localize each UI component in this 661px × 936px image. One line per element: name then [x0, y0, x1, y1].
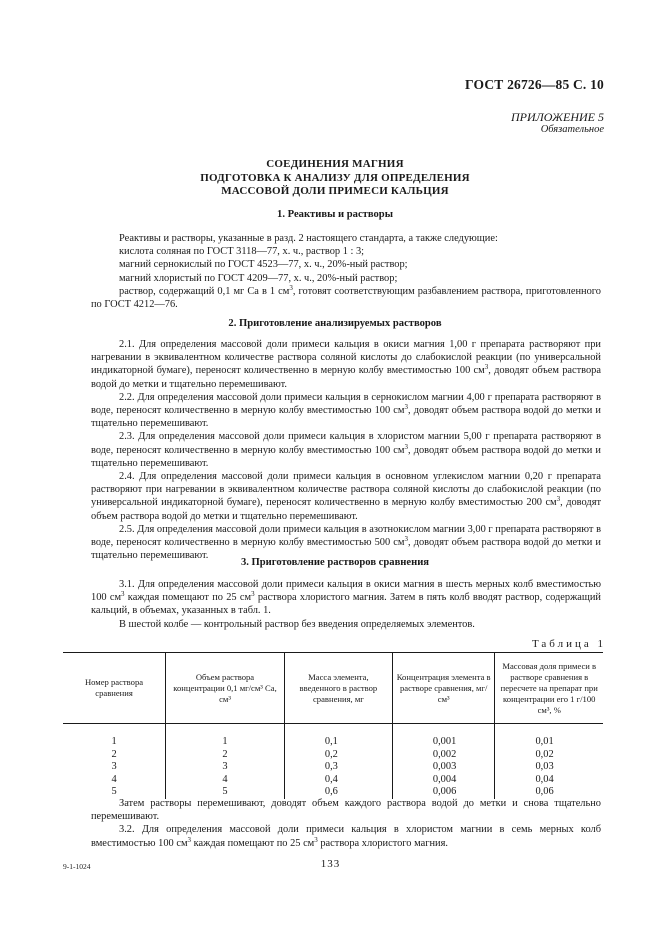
table-cell: 3: [166, 761, 285, 774]
appendix-status: Обязательное: [540, 124, 604, 135]
table-cell: 3: [111, 761, 117, 772]
section-1-body: [91, 232, 601, 311]
reagent-item: кислота соляная по ГОСТ 3118—77, х. ч., раствор 1 : 3;: [119, 246, 365, 258]
section-2-heading: 2. Приготовление анализируемых растворов: [228, 318, 442, 329]
paragraph-2-1: 2.1. Для определения массовой доли примеси кальция в окиси магния 1,00 г препарата растворяют при нагревании в эквивалентном количестве раствора соляной кислоты до слабокислой реакции (по универсальной индикаторной бумаге), переносят количественно в мерную колбу вместимостью 100 $см^3$, доводят объем раствора водой до метки и тщательно перемешивают.: [91, 339, 601, 390]
column-header-mass-fraction: Массовая доля примеси в растворе сравнения в пересчете на препарат при концентрации его 1 г/100 см³, %: [495, 653, 603, 724]
reagent-item: магний сернокислый по ГОСТ 4523—77, х. ч., 20%-ный раствор;: [119, 259, 408, 271]
reagents-intro: Реактивы и растворы, указанные в разд. 2 настоящего стандарта, а также следующие:: [119, 233, 498, 244]
paragraph-3-2: 3.2. Для определения массовой доли примеси кальция в хлористом магнии в семь мерных колб вместимостью 100 $см^3$ каждая помещают по 25 $см^3$ раствора хлористого магния.: [91, 824, 601, 849]
column-header-volume: Объем раствора концентрации 0,1 мг/см³ Са, см³: [166, 653, 285, 724]
table-cell: 5: [166, 786, 285, 799]
section-2-body: [91, 338, 601, 562]
column-header-number: Номер раствора сравнения: [63, 653, 166, 724]
paragraph-2-5: 2.5. Для определения массовой доли примеси кальция в азотнокислом магнии 3,00 г препарата растворяют в воде, переносят количественно в мерную колбу вместимостью 500 $см^3$, доводят объем раствора водой до метки и тщательно перемешивают.: [91, 523, 601, 562]
title-line-1: СОЕДИНЕНИЯ МАГНИЯ: [266, 158, 404, 170]
table-cell: 0,006: [392, 786, 495, 799]
title-line-3: МАССОВОЙ ДОЛИ ПРИМЕСИ КАЛЬЦИЯ: [221, 185, 449, 197]
standard-number: ГОСТ 26726—85 С. 10: [465, 77, 604, 92]
reference-solutions-table: [63, 652, 603, 799]
table-caption: Таблица 1: [531, 638, 606, 650]
title-line-2: ПОДГОТОВКА К АНАЛИЗУ ДЛЯ ОПРЕДЕЛЕНИЯ: [200, 171, 470, 184]
table-cell: 4: [111, 773, 117, 785]
table-cell: 2: [166, 749, 285, 762]
table-cell: 1: [111, 736, 117, 747]
reagent-item: магний хлористый по ГОСТ 4209—77, х. ч., 20%-ный раствор;: [119, 272, 398, 284]
document-title: [90, 158, 580, 199]
section-3-heading: 3. Приготовление растворов сравнения: [240, 557, 430, 568]
table-cell: 0,004: [392, 774, 495, 787]
paragraph-2-3: 2.3. Для определения массовой доли примеси кальция в хлористом магнии 5,00 г препарата растворяют в воде, переносят количественно в мерную колбу вместимостью 100 $см^3$, доводят объем раствора водой до метки и тщательно перемешивают.: [91, 431, 601, 469]
section-3-continued: [91, 797, 601, 850]
table-cell: 0,06: [495, 786, 603, 799]
table-cell: 0,3: [284, 761, 392, 774]
paragraph-2-4: 2.4. Для определения массовой доли примеси кальция в основном углекислом магнии 0,20 г препарата растворяют при нагревании в эквивалентном количестве раствора соляной кислоты до слабокислой реакции (по универсальной индикаторной бумаге), переносят количественно в мерную колбу вместимостью 200 $см^3$, доводят объем раствора водой до метки и тщательно перемешивают.: [91, 471, 602, 522]
table-row: [63, 724, 603, 749]
column-header-mass: Масса элемента, введенного в раствор сравнения, мг: [284, 653, 392, 724]
table-cell: 4: [166, 774, 285, 787]
column-header-concentration: Концентрация элемента в растворе сравнения, мг/см³: [392, 653, 495, 724]
section-3-body: [91, 578, 601, 631]
paragraph-2-2: 2.2. Для определения массовой доли примеси кальция в сернокислом магнии 4,00 г препарата растворяют в воде, переносят количественно в мерную колбу вместимостью 100 $см^3$, доводят объем раствора водой до метки и тщательно перемешивают.: [91, 391, 601, 430]
paragraph-3-1: 3.1. Для определения массовой доли примеси кальция в окиси магния в шесть мерных колб вместимостью 100 $см^3$ каждая помещают по 25 $см^3$ раствора хлористого магния. Затем в пять колб вводят раствор, содержащий кальций, в объемах, указанных в табл. 1.: [91, 579, 601, 617]
table-cell: 0,003: [392, 761, 495, 774]
table-cell: 2: [111, 748, 117, 760]
table-row: [63, 761, 603, 774]
table-cell: 0,1: [284, 724, 392, 749]
print-code: 9-1-1024: [63, 862, 91, 871]
table-cell: 0,02: [495, 749, 603, 762]
table-cell: 0,001: [392, 724, 495, 749]
table-cell: 0,03: [495, 761, 603, 774]
table-cell: 5: [111, 786, 117, 797]
table-cell: 1: [166, 724, 285, 749]
table-cell: 0,4: [284, 774, 392, 787]
table-row: [63, 774, 603, 787]
reagent-item: раствор, содержащий 0,1 мг Са в 1 $см^3$, готовят соответствующим разбавлением раствора, приготовленного по ГОСТ 4212—76.: [91, 283, 601, 311]
paragraph-control: В шестой колбе — контрольный раствор без введения определяемых элементов.: [119, 618, 475, 630]
table-cell: 0,6: [284, 786, 392, 799]
table-cell: 0,2: [284, 749, 392, 762]
appendix-title: ПРИЛОЖЕНИЕ 5: [511, 110, 604, 124]
table-header-row: [63, 653, 603, 724]
table-row: [63, 749, 603, 762]
table-cell: 0,01: [495, 724, 603, 749]
table-cell: 0,002: [392, 749, 495, 762]
page-number: 133: [320, 858, 341, 870]
table-cell: 0,04: [495, 774, 603, 787]
paragraph-after-table: Затем растворы перемешивают, доводят объем каждого раствора водой до метки и снова тщательно перемешивают.: [91, 798, 601, 823]
section-1-heading: 1. Реактивы и растворы: [277, 209, 393, 220]
